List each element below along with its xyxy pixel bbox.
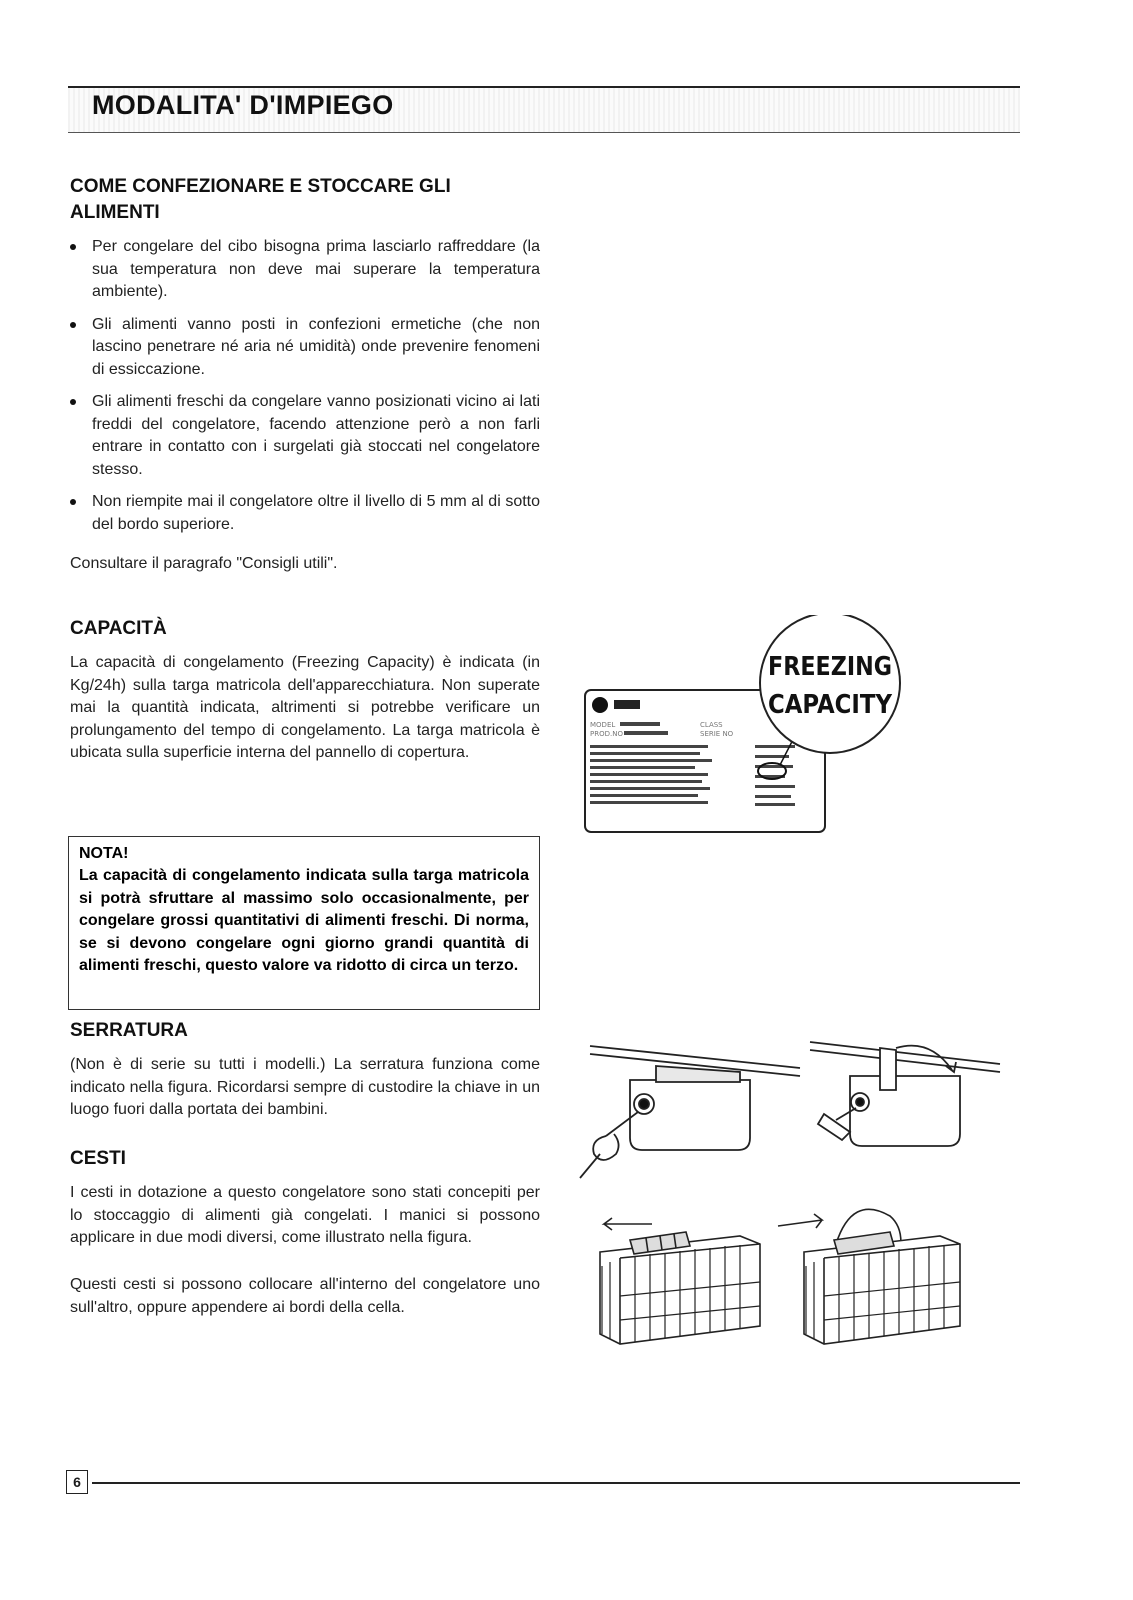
bullet-icon <box>70 399 76 405</box>
list-item-text: Gli alimenti vanno posti in confezioni ermetiche (che non lascino penetrare né aria né umidità) onde prevenire fenomeni di essiccazione. <box>92 315 540 378</box>
rating-plate-figure <box>580 615 920 855</box>
note-box <box>68 836 540 1010</box>
store-food-list <box>70 236 540 536</box>
lock-text: (Non è di serie su tutti i modelli.) La serratura funziona come indicato nella figura. Ricordarsi sempre di custodire la chiave in un luogo fuori dalla portata dei bambini. <box>70 1056 540 1118</box>
baskets-text-2: Questi cesti si possono collocare all'interno del congelatore uno sull'altro, oppure appendere ai bordi della cella. <box>70 1276 540 1316</box>
page-title: MODALITA' D'IMPIEGO <box>92 90 394 120</box>
plate-label-serie: SERIE NO <box>700 730 734 738</box>
brand-logo-icon <box>592 697 608 713</box>
heading-capacity: CAPACITÀ <box>70 618 167 639</box>
list-item <box>70 391 540 481</box>
heading-baskets: CESTI <box>70 1148 126 1169</box>
list-item-text: Per congelare del cibo bisogna prima lasciarlo raffreddare (la sua temperatura non deve mai superare la temperatura ambiente). <box>92 238 540 300</box>
page-number: 6 <box>66 1470 88 1494</box>
plate-label-model: MODEL <box>590 721 616 729</box>
section-header-band <box>68 86 1020 133</box>
baskets-text-1: I cesti in dotazione a questo congelatore sono stati concepiti per lo stoccaggio di alimenti già congelati. I manici si possono applicare in due modi diversi, come illustrato nella figura. <box>70 1184 540 1246</box>
lock-locked-illustration <box>580 1046 800 1178</box>
list-item <box>70 236 540 304</box>
store-food-reference: Consultare il paragrafo "Consigli utili". <box>70 555 338 572</box>
callout-text-freezing: FREEZING <box>768 652 892 682</box>
arrow-right-icon <box>778 1214 822 1228</box>
bullet-icon <box>70 322 76 328</box>
lock-unlocked-illustration <box>810 1042 1000 1146</box>
heading-store-food: COME CONFEZIONARE E STOCCARE GLI ALIMENTI <box>70 176 451 223</box>
capacity-text: La capacità di congelamento (Freezing Capacity) è indicata (in Kg/24h) sulla targa matricola dell'apparecchiatura. Non superate mai la quantità indicata, altrimenti si potrebbe verificare un prolungamento del tempo di congelamento. La targa matricola è ubicata sulla superficie interna del pannello di copertura. <box>70 654 540 761</box>
note-text: La capacità di congelamento indicata sulla targa matricola si potrà sfruttare al massimo solo occasionalmente, per congelare grossi quantitativi di alimenti freschi. Di norma, se si devono congelare ogni giorno grandi quantità di alimenti freschi, questo valore va ridotto di circa un terzo. <box>79 867 529 974</box>
basket-left-illustration <box>600 1218 760 1344</box>
list-item <box>70 491 540 536</box>
plate-label-prod: PROD.NO <box>590 730 623 738</box>
note-title: NOTA! <box>79 845 129 862</box>
lock-figure <box>560 1028 1020 1188</box>
list-item-text: Gli alimenti freschi da congelare vanno posizionati vicino ai lati freddi del congelatore, facendo attenzione però a non farli entrare in contatto con i surgelati già stoccati nel congelatore stesso. <box>92 393 540 478</box>
list-item <box>70 314 540 382</box>
basket-right-illustration <box>778 1209 960 1344</box>
bullet-icon <box>70 244 76 250</box>
freezing-capacity-callout <box>760 615 900 753</box>
heading-lock: SERRATURA <box>70 1020 188 1041</box>
plate-label-class: CLASS <box>700 721 723 729</box>
callout-text-capacity: CAPACITY <box>768 690 894 720</box>
bullet-icon <box>70 499 76 505</box>
basket-figure <box>590 1196 970 1356</box>
footer-rule <box>92 1482 1020 1484</box>
arrow-left-icon <box>604 1218 652 1230</box>
brand-name-bar <box>614 700 640 709</box>
list-item-text: Non riempite mai il congelatore oltre il livello di 5 mm al di sotto del bordo superiore. <box>92 493 540 533</box>
